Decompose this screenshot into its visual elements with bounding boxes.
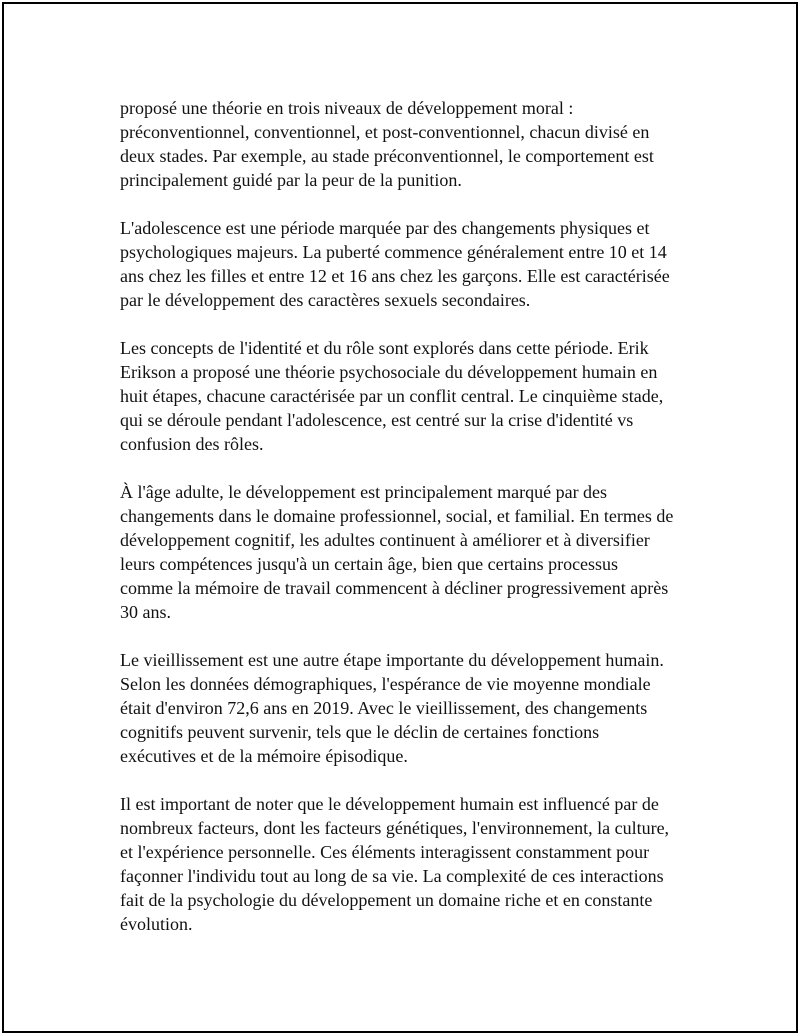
text-line: Les concepts de l'identité et du rôle sont explorés dans cette période. Erik (120, 338, 649, 358)
text-line: Erikson a proposé une théorie psychosociale du développement humain en (120, 362, 658, 382)
text-line: principalement guidé par la peur de la punition. (120, 170, 462, 190)
text-line: nombreux facteurs, dont les facteurs génétiques, l'environnement, la culture, (120, 818, 670, 838)
text-line: était d'environ 72,6 ans en 2019. Avec le vieillissement, des changements (120, 698, 648, 718)
text-line: Il est important de noter que le développement humain est influencé par de (120, 794, 659, 814)
text-line: préconventionnel, conventionnel, et post-conventionnel, chacun divisé en (120, 122, 650, 142)
text-line: développement cognitif, les adultes continuent à améliorer et à diversifier (120, 530, 650, 550)
text-line: huit étapes, chacune caractérisée par un conflit central. Le cinquième stade, (120, 386, 664, 406)
text-line: 30 ans. (120, 602, 171, 622)
paragraph-aging (120, 648, 700, 768)
text-line: exécutives et de la mémoire épisodique. (120, 746, 408, 766)
text-line: façonner l'individu tout au long de sa vie. La complexité de ces interactions (120, 866, 664, 886)
text-line: leurs compétences jusqu'à un certain âge, bien que certains processus (120, 554, 619, 574)
text-line: confusion des rôles. (120, 434, 264, 454)
text-line: qui se déroule pendant l'adolescence, est centré sur la crise d'identité vs (120, 410, 634, 430)
paragraph-identity (120, 336, 700, 456)
text-line: Le vieillissement est une autre étape importante du développement humain. (120, 650, 664, 670)
text-line: Selon les données démographiques, l'espérance de vie moyenne mondiale (120, 674, 651, 694)
text-line: deux stades. Par exemple, au stade préconventionnel, le comportement est (120, 146, 654, 166)
text-line: L'adolescence est une période marquée par des changements physiques et (120, 218, 650, 238)
text-line: À l'âge adulte, le développement est principalement marqué par des (120, 482, 608, 502)
paragraph-adolescence (120, 216, 700, 312)
text-line: proposé une théorie en trois niveaux de développement moral : (120, 98, 574, 118)
text-line: psychologiques majeurs. La puberté commence généralement entre 10 et 14 (120, 242, 667, 262)
text-line: par le développement des caractères sexuels secondaires. (120, 290, 531, 310)
document-page (2, 2, 798, 1033)
text-line: et l'expérience personnelle. Ces éléments interagissent constamment pour (120, 842, 650, 862)
text-line: comme la mémoire de travail commencent à décliner progressivement après (120, 578, 669, 598)
paragraph-conclusion (120, 792, 700, 936)
text-line: cognitifs peuvent survenir, tels que le déclin de certaines fonctions (120, 722, 600, 742)
text-line: changements dans le domaine professionnel, social, et familial. En termes de (120, 506, 674, 526)
text-line: fait de la psychologie du développement un domaine riche et en constante (120, 890, 653, 910)
paragraph-moral-development (120, 96, 700, 192)
text-line: évolution. (120, 914, 193, 934)
paragraph-adulthood (120, 480, 700, 624)
document-body (120, 96, 700, 960)
text-line: ans chez les filles et entre 12 et 16 ans chez les garçons. Elle est caractérisée (120, 266, 670, 286)
